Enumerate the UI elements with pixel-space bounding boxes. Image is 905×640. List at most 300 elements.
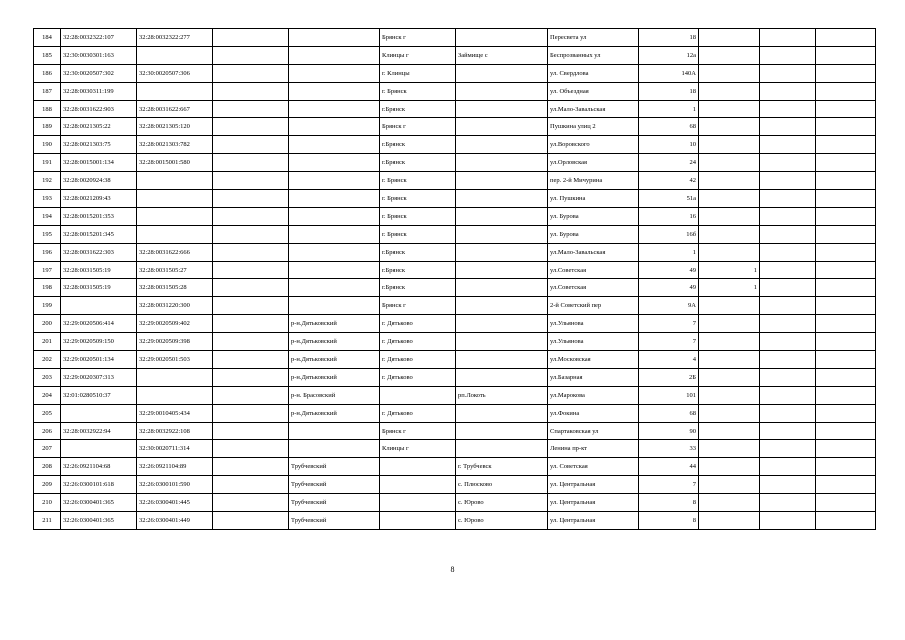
table-row: [34, 172, 876, 190]
cell-street: ул.Мало-Завальская: [548, 100, 639, 118]
cell-cadastral-number: 32:29:0020307:313: [61, 368, 137, 386]
cell-house-number: 1: [639, 243, 699, 261]
cell-building-number: [699, 297, 760, 315]
cell-corpus: [760, 333, 816, 351]
cell-city: Клинцы г: [380, 440, 456, 458]
cell-house-number: 24: [639, 154, 699, 172]
cell-corpus: [760, 315, 816, 333]
cell-district: [289, 82, 380, 100]
cell-settlement: Займище с: [456, 46, 548, 64]
cell-extra-number: [213, 386, 289, 404]
cell-apartment: [816, 404, 876, 422]
cell-extra-number: [213, 404, 289, 422]
cell-cadastral-number: 32:28:0015001:134: [61, 154, 137, 172]
cell-building-cadastral-number: 32:28:0031505:28: [137, 279, 213, 297]
cell-building-cadastral-number: 32:26:0921104:89: [137, 458, 213, 476]
cell-building-cadastral-number: 32:30:0020507:306: [137, 64, 213, 82]
cell-district: р-н.Дятьковский: [289, 351, 380, 369]
table-row: [34, 368, 876, 386]
page-number: 8: [450, 565, 455, 574]
cell-row-number: 196: [34, 243, 61, 261]
cell-district: [289, 100, 380, 118]
cell-row-number: 205: [34, 404, 61, 422]
cell-building-cadastral-number: 32:28:0021305:120: [137, 118, 213, 136]
cell-building-number: [699, 100, 760, 118]
cell-city: г. Брянск: [380, 190, 456, 208]
cell-building-number: [699, 172, 760, 190]
cell-settlement: [456, 297, 548, 315]
cell-building-number: [699, 243, 760, 261]
cell-settlement: [456, 333, 548, 351]
cell-apartment: [816, 207, 876, 225]
table-row: [34, 494, 876, 512]
cell-corpus: [760, 154, 816, 172]
cell-house-number: 101: [639, 386, 699, 404]
cell-district: [289, 225, 380, 243]
table-row: [34, 476, 876, 494]
cell-cadastral-number: 32:26:0921104:68: [61, 458, 137, 476]
cell-apartment: [816, 29, 876, 47]
cell-building-cadastral-number: 32:26:0300401:445: [137, 494, 213, 512]
cell-street: 2-й Советский пер: [548, 297, 639, 315]
cell-city: Брянск г: [380, 29, 456, 47]
cell-street: Ленина пр-кт: [548, 440, 639, 458]
cell-building-number: [699, 386, 760, 404]
cell-street: ул. Свердлова: [548, 64, 639, 82]
cell-row-number: 197: [34, 261, 61, 279]
cell-settlement: [456, 243, 548, 261]
cell-settlement: [456, 136, 548, 154]
cell-building-number: [699, 351, 760, 369]
table-row: [34, 46, 876, 64]
cell-cadastral-number: 32:01:0280510:37: [61, 386, 137, 404]
cell-corpus: [760, 29, 816, 47]
cell-row-number: 210: [34, 494, 61, 512]
cell-house-number: 16б: [639, 225, 699, 243]
cell-street: ул.Марокова: [548, 386, 639, 404]
cell-city: Брянск г: [380, 297, 456, 315]
cell-street: Пушкина улиц 2: [548, 118, 639, 136]
register-table: [33, 28, 876, 530]
cell-city: [380, 512, 456, 530]
cell-house-number: 7: [639, 476, 699, 494]
table-row: [34, 404, 876, 422]
cell-settlement: [456, 100, 548, 118]
cell-house-number: 7: [639, 333, 699, 351]
cell-cadastral-number: 32:28:0015201:345: [61, 225, 137, 243]
cell-house-number: 8: [639, 494, 699, 512]
cell-cadastral-number: [61, 404, 137, 422]
cell-row-number: 201: [34, 333, 61, 351]
cell-building-cadastral-number: 32:28:0031622:667: [137, 100, 213, 118]
table-row: [34, 118, 876, 136]
cell-street: ул.Советская: [548, 279, 639, 297]
cell-extra-number: [213, 440, 289, 458]
cell-apartment: [816, 440, 876, 458]
cell-district: [289, 136, 380, 154]
cell-city: г.Брянск: [380, 243, 456, 261]
table-row: [34, 279, 876, 297]
table-row: [34, 225, 876, 243]
cell-cadastral-number: 32:28:0031622:303: [61, 243, 137, 261]
cell-building-number: [699, 315, 760, 333]
cell-corpus: [760, 512, 816, 530]
cell-building-cadastral-number: 32:29:0020509:398: [137, 333, 213, 351]
cell-extra-number: [213, 225, 289, 243]
cell-corpus: [760, 458, 816, 476]
cell-building-number: [699, 154, 760, 172]
cell-city: г. Дятьково: [380, 368, 456, 386]
cell-district: Трубчевский: [289, 494, 380, 512]
cell-cadastral-number: 32:28:0021305:22: [61, 118, 137, 136]
cell-cadastral-number: 32:29:0020506:414: [61, 315, 137, 333]
cell-row-number: 204: [34, 386, 61, 404]
cell-corpus: [760, 225, 816, 243]
cell-row-number: 184: [34, 29, 61, 47]
cell-cadastral-number: 32:26:0300401:365: [61, 512, 137, 530]
cell-house-number: 33: [639, 440, 699, 458]
table-row: [34, 82, 876, 100]
cell-building-number: [699, 64, 760, 82]
cell-city: г. Дятьково: [380, 333, 456, 351]
cell-house-number: 16: [639, 207, 699, 225]
cell-cadastral-number: 32:30:0030301:163: [61, 46, 137, 64]
cell-building-number: [699, 458, 760, 476]
table-row: [34, 297, 876, 315]
cell-extra-number: [213, 46, 289, 64]
cell-row-number: 200: [34, 315, 61, 333]
cell-extra-number: [213, 315, 289, 333]
cell-row-number: 202: [34, 351, 61, 369]
cell-cadastral-number: 32:28:0021209:43: [61, 190, 137, 208]
cell-house-number: 68: [639, 404, 699, 422]
cell-row-number: 198: [34, 279, 61, 297]
cell-house-number: 4: [639, 351, 699, 369]
table-row: [34, 243, 876, 261]
cell-district: Трубчевский: [289, 476, 380, 494]
cell-settlement: [456, 82, 548, 100]
cell-street: ул. Советская: [548, 458, 639, 476]
cell-row-number: 199: [34, 297, 61, 315]
cell-building-number: [699, 118, 760, 136]
cell-house-number: 44: [639, 458, 699, 476]
cell-row-number: 189: [34, 118, 61, 136]
cell-building-cadastral-number: [137, 82, 213, 100]
cell-building-number: [699, 476, 760, 494]
cell-cadastral-number: 32:29:0020509:150: [61, 333, 137, 351]
cell-apartment: [816, 100, 876, 118]
cell-row-number: 207: [34, 440, 61, 458]
cell-district: [289, 64, 380, 82]
cell-building-number: [699, 82, 760, 100]
cell-apartment: [816, 46, 876, 64]
cell-row-number: 208: [34, 458, 61, 476]
cell-row-number: 190: [34, 136, 61, 154]
cell-street: ул.Орловская: [548, 154, 639, 172]
cell-city: г. Брянск: [380, 82, 456, 100]
cell-extra-number: [213, 118, 289, 136]
cell-corpus: [760, 118, 816, 136]
cell-row-number: 193: [34, 190, 61, 208]
cell-district: Трубчевский: [289, 458, 380, 476]
cell-extra-number: [213, 368, 289, 386]
cell-settlement: [456, 172, 548, 190]
cell-row-number: 194: [34, 207, 61, 225]
cell-corpus: [760, 136, 816, 154]
cell-building-number: [699, 225, 760, 243]
cell-building-cadastral-number: [137, 172, 213, 190]
cell-building-cadastral-number: 32:28:0031220:300: [137, 297, 213, 315]
cell-district: [289, 207, 380, 225]
cell-cadastral-number: 32:28:0031505:19: [61, 261, 137, 279]
cell-corpus: [760, 404, 816, 422]
cell-street: ул.Мало-Завальская: [548, 243, 639, 261]
cell-corpus: [760, 82, 816, 100]
cell-house-number: 7: [639, 315, 699, 333]
cell-settlement: рп.Локоть: [456, 386, 548, 404]
cell-street: Беспрозванных ул: [548, 46, 639, 64]
cell-street: ул.Ульянова: [548, 315, 639, 333]
cell-settlement: с. Юрово: [456, 512, 548, 530]
cell-street: ул. Центральная: [548, 494, 639, 512]
cell-city: г. Клинцы: [380, 64, 456, 82]
cell-apartment: [816, 494, 876, 512]
cell-building-cadastral-number: 32:28:0032322:277: [137, 29, 213, 47]
cell-district: р-н.Дятьковский: [289, 315, 380, 333]
cell-house-number: 9А: [639, 297, 699, 315]
cell-settlement: [456, 279, 548, 297]
cell-corpus: [760, 351, 816, 369]
cell-district: [289, 154, 380, 172]
cell-apartment: [816, 512, 876, 530]
cell-building-cadastral-number: 32:29:0020509:402: [137, 315, 213, 333]
cell-apartment: [816, 386, 876, 404]
cell-settlement: [456, 190, 548, 208]
cell-street: ул.Воровского: [548, 136, 639, 154]
cell-cadastral-number: 32:28:0020924:38: [61, 172, 137, 190]
cell-city: Брянск г: [380, 118, 456, 136]
cell-city: г. Дятьково: [380, 404, 456, 422]
cell-settlement: с. Плюсково: [456, 476, 548, 494]
cell-settlement: [456, 207, 548, 225]
cell-street: ул.Московская: [548, 351, 639, 369]
cell-district: р-н.Дятьковский: [289, 404, 380, 422]
cell-corpus: [760, 261, 816, 279]
cell-city: Клинцы г: [380, 46, 456, 64]
cell-corpus: [760, 476, 816, 494]
cell-corpus: [760, 494, 816, 512]
cell-city: г.Брянск: [380, 136, 456, 154]
cell-extra-number: [213, 172, 289, 190]
cell-apartment: [816, 458, 876, 476]
cell-row-number: 203: [34, 368, 61, 386]
cell-district: [289, 297, 380, 315]
cell-street: ул. Центральная: [548, 476, 639, 494]
cell-district: р-н.Дятьковский: [289, 368, 380, 386]
table-row: [34, 458, 876, 476]
cell-city: г. Брянск: [380, 172, 456, 190]
cell-building-number: [699, 440, 760, 458]
cell-district: [289, 118, 380, 136]
cell-house-number: 12а: [639, 46, 699, 64]
cell-apartment: [816, 315, 876, 333]
cell-city: [380, 386, 456, 404]
cell-apartment: [816, 136, 876, 154]
cell-house-number: 49: [639, 261, 699, 279]
cell-building-cadastral-number: 32:29:0010405:434: [137, 404, 213, 422]
cell-district: [289, 440, 380, 458]
table-body: [34, 29, 876, 530]
cell-street: Спартаковская ул: [548, 422, 639, 440]
cell-building-cadastral-number: [137, 207, 213, 225]
cell-cadastral-number: 32:29:0020501:134: [61, 351, 137, 369]
cell-corpus: [760, 297, 816, 315]
cell-extra-number: [213, 261, 289, 279]
table-row: [34, 440, 876, 458]
cell-cadastral-number: 32:26:0300101:618: [61, 476, 137, 494]
table-row: [34, 512, 876, 530]
cell-settlement: [456, 368, 548, 386]
cell-city: [380, 476, 456, 494]
cell-corpus: [760, 386, 816, 404]
cell-row-number: 191: [34, 154, 61, 172]
cell-building-number: [699, 422, 760, 440]
cell-house-number: 49: [639, 279, 699, 297]
cell-row-number: 188: [34, 100, 61, 118]
cell-district: р-н. Брасовский: [289, 386, 380, 404]
table-row: [34, 190, 876, 208]
cell-street: ул. Бурова: [548, 207, 639, 225]
cell-cadastral-number: [61, 297, 137, 315]
cell-corpus: [760, 368, 816, 386]
cell-apartment: [816, 64, 876, 82]
cell-row-number: 192: [34, 172, 61, 190]
cell-building-number: [699, 404, 760, 422]
cell-corpus: [760, 243, 816, 261]
cell-row-number: 206: [34, 422, 61, 440]
cell-settlement: [456, 154, 548, 172]
cell-cadastral-number: 32:28:0015201:353: [61, 207, 137, 225]
cell-district: [289, 190, 380, 208]
cell-building-number: [699, 190, 760, 208]
cell-street: ул. Бурова: [548, 225, 639, 243]
cell-street: ул. Центральная: [548, 512, 639, 530]
cell-settlement: [456, 64, 548, 82]
cell-settlement: г. Трубчевск: [456, 458, 548, 476]
cell-city: [380, 458, 456, 476]
cell-apartment: [816, 279, 876, 297]
cell-settlement: [456, 118, 548, 136]
cell-apartment: [816, 82, 876, 100]
cell-apartment: [816, 422, 876, 440]
cell-apartment: [816, 225, 876, 243]
cell-building-cadastral-number: 32:30:0020711:314: [137, 440, 213, 458]
table-row: [34, 386, 876, 404]
cell-extra-number: [213, 190, 289, 208]
cell-settlement: [456, 315, 548, 333]
cell-street: ул.Базарная: [548, 368, 639, 386]
cell-street: ул.Ульянова: [548, 333, 639, 351]
cell-apartment: [816, 333, 876, 351]
cell-cadastral-number: 32:30:0020507:302: [61, 64, 137, 82]
cell-city: г.Брянск: [380, 154, 456, 172]
cell-street: ул. Пушкина: [548, 190, 639, 208]
cell-building-number: 1: [699, 279, 760, 297]
cell-extra-number: [213, 476, 289, 494]
table-row: [34, 64, 876, 82]
cell-house-number: 8: [639, 512, 699, 530]
cell-extra-number: [213, 243, 289, 261]
cell-cadastral-number: 32:26:0300401:365: [61, 494, 137, 512]
cell-district: [289, 279, 380, 297]
cell-house-number: 140А: [639, 64, 699, 82]
cell-building-cadastral-number: [137, 190, 213, 208]
table-row: [34, 29, 876, 47]
cell-extra-number: [213, 279, 289, 297]
cell-apartment: [816, 172, 876, 190]
cell-city: г.Брянск: [380, 261, 456, 279]
cell-corpus: [760, 100, 816, 118]
cell-row-number: 186: [34, 64, 61, 82]
cell-row-number: 209: [34, 476, 61, 494]
cell-cadastral-number: 32:28:0031622:903: [61, 100, 137, 118]
cell-extra-number: [213, 207, 289, 225]
cell-city: [380, 494, 456, 512]
cell-house-number: 1: [639, 100, 699, 118]
cell-apartment: [816, 154, 876, 172]
table-row: [34, 100, 876, 118]
cell-building-number: [699, 46, 760, 64]
cell-corpus: [760, 207, 816, 225]
cell-extra-number: [213, 64, 289, 82]
cell-row-number: 187: [34, 82, 61, 100]
cell-cadastral-number: 32:28:0021303:75: [61, 136, 137, 154]
cell-extra-number: [213, 333, 289, 351]
cell-extra-number: [213, 82, 289, 100]
cell-building-cadastral-number: [137, 386, 213, 404]
cell-corpus: [760, 172, 816, 190]
cell-row-number: 195: [34, 225, 61, 243]
cell-building-number: [699, 494, 760, 512]
cell-apartment: [816, 297, 876, 315]
cell-house-number: 18: [639, 29, 699, 47]
cell-district: [289, 172, 380, 190]
cell-apartment: [816, 118, 876, 136]
cell-city: Брянск г: [380, 422, 456, 440]
table-row: [34, 154, 876, 172]
table-row: [34, 315, 876, 333]
cell-row-number: 211: [34, 512, 61, 530]
cell-corpus: [760, 279, 816, 297]
cell-building-cadastral-number: [137, 368, 213, 386]
cell-building-cadastral-number: [137, 225, 213, 243]
cell-city: г. Дятьково: [380, 351, 456, 369]
cell-street: Пересвета ул: [548, 29, 639, 47]
cell-corpus: [760, 440, 816, 458]
table-row: [34, 207, 876, 225]
cell-settlement: [456, 261, 548, 279]
cell-house-number: 18: [639, 82, 699, 100]
cell-settlement: [456, 29, 548, 47]
cell-street: ул. Объездная: [548, 82, 639, 100]
cell-building-cadastral-number: 32:28:0015001:580: [137, 154, 213, 172]
cell-house-number: 90: [639, 422, 699, 440]
cell-building-number: [699, 512, 760, 530]
cell-corpus: [760, 64, 816, 82]
table-row: [34, 422, 876, 440]
cell-extra-number: [213, 458, 289, 476]
cell-house-number: 68: [639, 118, 699, 136]
